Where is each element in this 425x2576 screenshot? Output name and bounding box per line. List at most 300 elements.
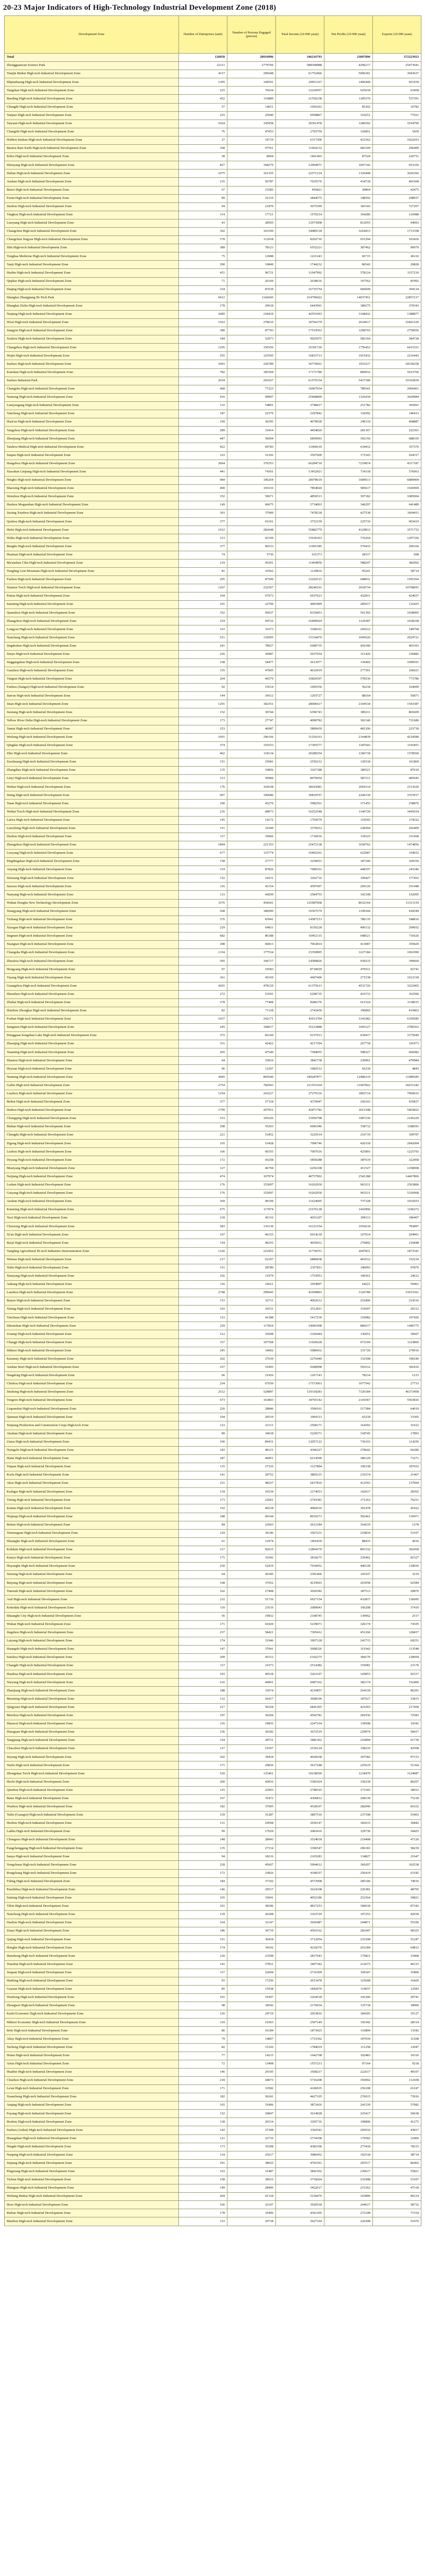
value-cell: 19966 [227,833,276,841]
value-cell: 14681908 [276,1322,324,1330]
value-cell: 579433 [324,543,373,551]
value-cell: 310251 [324,111,373,120]
value-cell: 20361478 [276,120,324,128]
value-cell: 4296217 [324,62,373,70]
value-cell: 182351 [227,700,276,708]
zone-name-cell: Xinxing High-tech Industrial Development Zone [5,1571,179,1579]
value-cell: 51076 [373,2217,421,2226]
table-row [5,1264,421,1272]
value-cell: 176 [179,1189,227,1197]
value-cell: 272 [179,990,227,998]
value-cell: 214316 [373,1297,421,1306]
value-cell: 11047992 [276,269,324,277]
value-cell: 216 [179,808,227,816]
table-row [5,1952,421,1960]
value-cell: 141937 [324,1571,373,1579]
value-cell: 184 [179,1877,227,1886]
value-cell: 125987068 [276,899,324,907]
value-cell: 20910996 [227,54,276,62]
value-cell: 939215 [324,957,373,965]
value-cell: 142108 [324,891,373,899]
value-cell: 64019 [373,1405,421,1413]
value-cell: 1570214 [276,211,324,219]
value-cell: 14467866 [373,1173,421,1181]
value-cell: 178 [179,2209,227,2217]
value-cell: 631373 [276,551,324,559]
column-header-development-zone: Development Zone [5,16,179,54]
value-cell: 22061 [227,1496,276,1504]
value-cell: 1297356 [373,534,421,543]
value-cell: 58417 [373,1728,421,1736]
table-row [5,319,421,327]
value-cell: 1129387 [324,617,373,625]
table-row [5,609,421,617]
table-row [5,1977,421,1985]
value-cell: 34102 [227,1944,276,1952]
value-cell: 289 [179,427,227,435]
value-cell: 1630762 [324,841,373,849]
value-cell: 11026628 [276,1338,324,1347]
value-cell: 155553 [227,741,276,750]
value-cell: 963211 [324,1189,373,1197]
value-cell: 11089585 [373,1073,421,1081]
zone-name-cell: Qingdao High-tech Industrial Development Zone [5,741,179,750]
value-cell: 7007616 [276,1148,324,1156]
zone-name-cell: Huizhou Zhongkai High-tech Industrial Development Zone [5,1007,179,1015]
zone-name-cell: Qingyuan High-tech Industrial Development Zone [5,1703,179,1711]
value-cell: 24719 [227,2010,276,2019]
table-row [5,899,421,907]
value-cell: 99997 [227,393,276,401]
table-row [5,808,421,816]
value-cell: 63182 [373,1869,421,1877]
zone-name-cell: Wuzhong High-tech Industrial Development Zone [5,1993,179,2002]
zone-name-cell: Changshu High-tech Industrial Development Zone [5,385,179,393]
value-cell: 1744232 [276,261,324,269]
value-cell: 118325 [324,833,373,841]
table-row [5,567,421,575]
value-cell: 3445634 [373,808,421,816]
value-cell: 77223 [227,385,276,393]
value-cell: 4366227 [276,1446,324,1454]
zone-name-cell: Kuitun High-tech Industrial Development Zone [5,1504,179,1513]
value-cell: 1215 [373,1371,421,1380]
table-row [5,1306,421,1314]
value-cell: 17573063 [276,1380,324,1388]
value-cell: 45607 [227,1861,276,1869]
table-row [5,1770,421,1778]
value-cell: 311429 [324,650,373,658]
table-row [5,584,421,592]
zone-name-cell: Qujing High-tech Industrial Development Zone [5,1936,179,1944]
table-row [5,393,421,401]
value-cell: 3222465 [373,982,421,990]
value-cell: 5417236 [276,1314,324,1322]
value-cell: 149591 [227,78,276,87]
table-row [5,2151,421,2159]
zone-name-cell: Zunyi High-tech Industrial Development Zone [5,1927,179,1936]
value-cell: 58421 [227,1629,276,1637]
table-row [5,161,421,170]
value-cell: 59821 [373,1894,421,1902]
value-cell: 11901585 [276,543,324,551]
value-cell: 88415 [324,1537,373,1546]
value-cell: 29517 [227,1886,276,1894]
value-cell: 6087162 [276,1679,324,1687]
value-cell: 2141067 [324,1397,373,1405]
value-cell: 1067142 [324,161,373,170]
value-cell: 92741 [373,965,421,974]
value-cell: 337 [179,1338,227,1347]
zone-name-cell: Urumqi High-tech Industrial Development Zone [5,1330,179,1338]
value-cell: 270016 [373,1347,421,1355]
zone-name-cell: Maoming High-tech Industrial Development Zone [5,1695,179,1703]
value-cell: 151 [179,758,227,766]
zone-name-cell: Tangshan High-tech Industrial Development Zone [5,87,179,95]
value-cell: 2264518 [276,1993,324,2002]
value-cell: 158 [179,858,227,866]
value-cell: 102483 [324,2052,373,2060]
value-cell: 111258 [324,2043,373,2052]
value-cell: 1225793 [373,1148,421,1156]
value-cell: 470511 [324,965,373,974]
value-cell: 23508 [227,1952,276,1960]
value-cell: 2634617 [324,319,373,327]
zone-name-cell: Suzhou High-tech Industrial Development Zone [5,360,179,368]
value-cell: 243227 [227,1090,276,1098]
value-cell: 1443906 [324,1206,373,1214]
value-cell: 11208 [373,2035,421,2043]
value-cell: 44901 [227,1679,276,1687]
value-cell: 677 [179,850,227,858]
value-cell: 190240 [373,1355,421,1363]
value-cell: 2507149 [276,2019,324,2027]
value-cell: 1756453 [324,344,373,352]
zone-name-cell: Baiyin High-tech Industrial Development Zone [5,1297,179,1306]
value-cell: 5239071 [276,1620,324,1629]
value-cell: 2748 [179,1289,227,1297]
value-cell: 716626 [373,932,421,940]
value-cell: 6958867 [276,111,324,120]
value-cell: 35472 [227,1794,276,1803]
table-row [5,534,421,543]
value-cell: 2779766 [227,62,276,70]
value-cell: 435837 [373,1098,421,1106]
value-cell: 359429 [373,941,421,949]
value-cell: 434718 [324,178,373,186]
value-cell: 241539 [324,2102,373,2110]
value-cell: 304134 [373,285,421,294]
value-cell: 3452017 [276,2184,324,2193]
value-cell: 10826597 [276,675,324,684]
value-cell: 382002 [373,559,421,567]
table-row [5,493,421,501]
zone-name-cell: Shuanghe City High-tech Industrial Development Zone [5,1612,179,1620]
table-row [5,733,421,741]
value-cell: 61 [179,1537,227,1546]
value-cell: 273418 [324,2143,373,2151]
value-cell: 1004113 [276,1413,324,1421]
value-cell: 5008326 [276,1646,324,1654]
value-cell: 48237 [227,1480,276,1488]
table-body [5,54,421,2226]
value-cell: 5037654 [276,650,324,658]
table-row [5,700,421,708]
zone-name-cell: Bengbu High-tech Industrial Development Zone [5,543,179,551]
value-cell: 319 [179,866,227,874]
value-cell: 78215 [373,2143,421,2151]
value-cell: 3712054 [276,1936,324,1944]
value-cell: 161355 [227,170,276,178]
value-cell: 18251242 [373,1081,421,1090]
value-cell: 110 [179,2019,227,2027]
value-cell: 10452115 [276,932,324,940]
value-cell: 132 [179,1695,227,1703]
value-cell: 242171 [227,1015,276,1023]
table-row [5,103,421,111]
value-cell: 2042004 [373,1140,421,1148]
table-row [5,1081,421,1090]
value-cell: 256108 [324,2084,373,2093]
value-cell: 441 [179,468,227,476]
value-cell: 12057122 [276,1438,324,1446]
value-cell: 86207 [373,1778,421,1786]
value-cell: 184305 [324,2010,373,2019]
value-cell: 308 [179,941,227,949]
zone-name-cell: Huaibei High-tech Industrial Development Zone [5,2068,179,2076]
value-cell: 15326 [227,2043,276,2052]
value-cell: 801532 [324,1546,373,1554]
value-cell: 290 [179,261,227,269]
table-row [5,385,421,393]
value-cell: 6256108 [276,1164,324,1173]
value-cell: 128437 [373,1629,421,1637]
zone-name-cell: Jinzhong High-tech Industrial Development Zone [5,1388,179,1397]
value-cell: 29051167 [276,78,324,87]
value-cell: 1784019 [276,2043,324,2052]
value-cell: 3568217 [276,2068,324,2076]
value-cell: 26514 [227,2118,276,2126]
value-cell: 2517 [373,1612,421,1620]
value-cell: 171543 [324,1786,373,1794]
zone-name-cell: Kunyu High-tech Industrial Development Zone [5,1554,179,1562]
value-cell: 1543387 [373,700,421,708]
value-cell: 17256 [227,1977,276,1985]
value-cell: 7680161 [276,866,324,874]
value-cell: 2750056 [373,327,421,335]
value-cell: 19307 [227,1993,276,2002]
value-cell: 3225614 [276,1131,324,1140]
value-cell: 1129816 [276,567,324,575]
value-cell: 188 [179,1687,227,1695]
value-cell: 16461529 [373,319,421,327]
value-cell: 2568171 [276,1421,324,1430]
value-cell: 4632919 [276,667,324,675]
table-row [5,1629,421,1637]
value-cell: 1045620 [324,634,373,642]
zone-name-cell: Dazhou High-tech Industrial Development Zone [5,1919,179,1927]
value-cell: 6552221 [276,244,324,252]
value-cell: 97876 [373,1264,421,1272]
value-cell: 28731 [227,1737,276,1745]
table-row [5,932,421,940]
value-cell: 86402 [373,2159,421,2167]
value-cell: 8632164 [324,899,373,907]
value-cell: 159 [179,1811,227,1819]
value-cell: 336218 [324,1778,373,1786]
value-cell: 101616 [227,484,276,493]
value-cell: 200 [179,1778,227,1786]
value-cell: 9925975 [276,335,324,344]
value-cell: 162 [179,1587,227,1596]
value-cell: 376353 [227,460,276,468]
table-row [5,874,421,883]
value-cell: 311942 [324,1646,373,1654]
value-cell: 7854020 [276,484,324,493]
value-cell: 60675 [227,501,276,510]
table-row [5,518,421,526]
value-cell: 1188591 [373,1123,421,1131]
value-cell: 2024721 [373,634,421,642]
table-row [5,252,421,261]
value-cell: 36987 [227,650,276,658]
table-row [5,1206,421,1214]
indicators-table [4,15,421,2226]
value-cell: 226381 [324,1886,373,1894]
value-cell: 151 [179,824,227,833]
value-cell: 17721 [227,211,276,219]
zone-name-cell: Fuzhou (Jiangxi) High-tech Industrial Development Zone [5,684,179,692]
table-row [5,1173,421,1181]
value-cell: 3752159 [276,518,324,526]
value-cell: 6012 [179,294,227,302]
value-cell: 448197 [324,866,373,874]
table-row [5,1521,421,1529]
zone-name-cell: Jiaxing Xiuzhou High-tech Industrial Development Zone [5,510,179,518]
value-cell: 3126780 [324,1289,373,1297]
value-cell: 28943 [227,1836,276,1844]
zone-name-cell: Changzhi High-tech Industrial Development Zone [5,128,179,136]
table-row [5,227,421,235]
value-cell: 5080432 [276,1347,324,1355]
value-cell: 125505 [227,352,276,360]
value-cell: 163 [179,2167,227,2176]
value-cell: 182615 [324,1819,373,1827]
table-row [5,2019,421,2027]
value-cell: 24508 [227,1819,276,1827]
value-cell: 33674 [227,1687,276,1695]
value-cell: 3407182 [276,1960,324,1969]
zone-name-cell: Rongchang High-tech Industrial Development Zone [5,1869,179,1877]
value-cell: 191 [179,2159,227,2167]
table-row [5,2002,421,2010]
zone-name-cell: Zhengzhou High-tech Industrial Development Zone [5,841,179,849]
value-cell: 5563816 [373,1397,421,1405]
value-cell: 256419 [324,1869,373,1877]
value-cell: 8159453 [276,609,324,617]
value-cell: 884317 [324,1322,373,1330]
table-row [5,1853,421,1861]
value-cell: 206183 [324,1844,373,1853]
table-row [5,1181,421,1189]
value-cell: 10621 [227,1280,276,1289]
value-cell: 42918 [373,1911,421,1919]
value-cell: 189287877 [276,1073,324,1081]
value-cell: 468887 [373,418,421,427]
table-row [5,1761,421,1770]
zone-name-cell: Zhenjiang High-tech Industrial Development Zone [5,435,179,443]
value-cell: 219 [179,559,227,567]
zone-name-cell: Laiwu High-tech Industrial Development Zone [5,816,179,824]
value-cell: 12088 [227,252,276,261]
value-cell: 77021 [373,111,421,120]
value-cell: 685045 [373,775,421,783]
value-cell: 74361 [227,468,276,476]
table-row [5,2201,421,2209]
value-cell: 244617 [324,2201,373,2209]
value-cell: 1388877 [373,310,421,318]
value-cell: 76231 [373,1496,421,1504]
value-cell: 41922 [373,1504,421,1513]
value-cell: 21063 [227,2019,276,2027]
value-cell: 29618 [227,302,276,310]
zone-name-cell: Wujin High-tech Industrial Development Zone [5,352,179,360]
value-cell: 127 [179,1745,227,1753]
value-cell: 50984 [227,775,276,783]
value-cell: 41318 [227,2193,276,2201]
value-cell: 4106935 [276,2084,324,2093]
value-cell: 94993 [373,219,421,227]
table-row [5,1023,421,1031]
table-row [5,725,421,733]
value-cell: 27747 [227,717,276,725]
table-row [5,1571,421,1579]
value-cell: 456821 [276,186,324,194]
value-cell: 28314 [373,2019,421,2027]
table-row [5,957,421,965]
value-cell: 43509803 [276,1289,324,1297]
value-cell: 377 [179,543,227,551]
value-cell: 218 [179,1214,227,1223]
value-cell: 17629 [227,1828,276,1836]
zone-name-cell: Yuanning High-tech Industrial Development Zone [5,1048,179,1057]
value-cell: 1258008 [373,1164,421,1173]
value-cell: 56094 [227,435,276,443]
value-cell: 82 [179,1007,227,1015]
value-cell: 256103 [324,1098,373,1106]
value-cell: 211668 [373,833,421,841]
table-row [5,559,421,567]
value-cell: 13408 [227,2060,276,2068]
table-row [5,443,421,451]
zone-name-cell: Zhaoqing High-tech Industrial Development Zone [5,1040,179,1048]
table-row [5,2043,421,2052]
zone-name-cell: Huaihua High-tech Industrial Development Zone [5,1670,179,1679]
zone-name-cell: Pingdingshan High-tech Industrial Development Zone [5,858,179,866]
value-cell: 55882779 [276,526,324,534]
value-cell: 5326968 [373,1189,421,1197]
zone-name-cell: Laibin High-tech Industrial Development Zone [5,1828,179,1836]
value-cell: 47126 [373,1836,421,1844]
value-cell: 2313620 [373,783,421,791]
value-cell: 578336 [324,675,373,684]
zone-name-cell: Yantai High-tech Industrial Development Zone [5,725,179,733]
value-cell: 12904971 [276,161,324,170]
value-cell: 39418 [227,1753,276,1761]
value-cell: 217384 [324,1405,373,1413]
value-cell: 51005 [227,1363,276,1371]
value-cell: 53452 [227,1131,276,1140]
